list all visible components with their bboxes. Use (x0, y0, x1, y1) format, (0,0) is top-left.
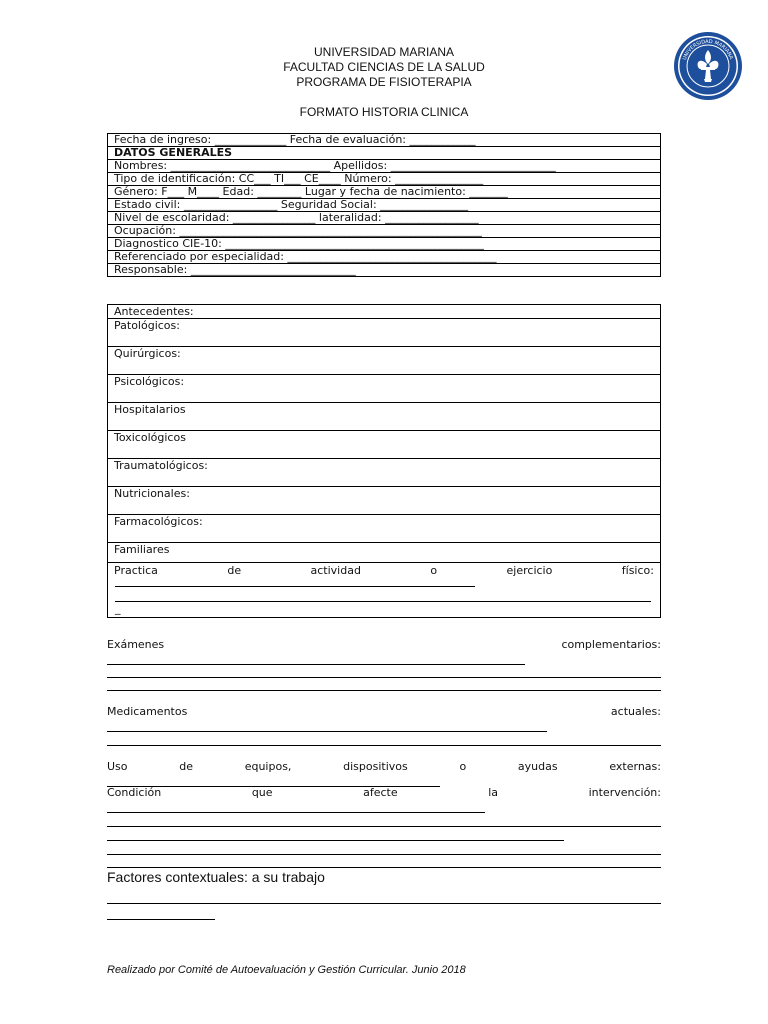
exams-answer-line[interactable] (107, 664, 525, 665)
condition-answer-line[interactable] (107, 826, 661, 827)
general-data-heading: DATOS GENERALES (108, 147, 661, 160)
medications-answer-line[interactable] (107, 745, 661, 746)
condition-answer-line[interactable] (107, 854, 661, 855)
civil-status-field[interactable]: Estado civil: _________________ Seguridad Social: ________________ (108, 199, 661, 212)
medications-answer-line[interactable] (107, 731, 547, 732)
responsible-field[interactable]: Responsable: ______________________________ (108, 264, 661, 277)
identification-field[interactable]: Tipo de identificación: CC___ TI___ CE____ Número: ________________ (108, 173, 661, 186)
condition-answer-line[interactable] (107, 812, 485, 813)
exams-answer-line[interactable] (107, 677, 661, 678)
condition-answer-line[interactable] (107, 867, 661, 868)
pharmacological-field[interactable]: Farmacológicos: (108, 515, 661, 543)
contextual-factors-answer-line[interactable] (107, 903, 661, 904)
education-level-field[interactable]: Nivel de escolaridad: _______________ lateralidad: _________________ (108, 212, 661, 225)
history-heading: Antecedentes: (108, 305, 661, 319)
surgical-field[interactable]: Quirúrgicos: (108, 347, 661, 375)
names-field[interactable]: Nombres: _____________________________ Apellidos: ______________________________ (108, 160, 661, 173)
condition-answer-line[interactable] (107, 840, 564, 841)
svg-text:UNIVERSIDAD MARIANA: UNIVERSIDAD MARIANA (681, 38, 734, 61)
admission-evaluation-dates-field[interactable]: Fecha de ingreso: _____________ Fecha de evaluación: ____________ (108, 134, 661, 147)
exams-label: Exámenes complementarios: (107, 638, 661, 651)
traumatological-field[interactable]: Traumatológicos: (108, 459, 661, 487)
physical-activity-field[interactable] (108, 563, 661, 618)
medications-label: Medicamentos actuales: (107, 705, 661, 718)
nutritional-field[interactable]: Nutricionales: (108, 487, 661, 515)
gender-age-birth-field[interactable]: Género: F___ M____ Edad: ________ Lugar y fecha de nacimiento: _______ (108, 186, 661, 199)
family-field[interactable]: Familiares (108, 543, 661, 563)
contextual-factors-answer-line[interactable] (107, 919, 215, 920)
occupation-field[interactable]: Ocupación: _______________________________________________________ (108, 225, 661, 238)
footer-credit: Realizado por Comité de Autoevaluación y Gestión Curricular. Junio 2018 (107, 964, 466, 976)
university-seal-icon (673, 31, 743, 101)
general-data-table (107, 133, 661, 277)
psychological-field[interactable]: Psicológicos: (108, 375, 661, 403)
faculty-name: FACULTAD CIENCIAS DE LA SALUD (283, 60, 485, 74)
answer-line (115, 601, 651, 602)
program-name: PROGRAMA DE FISIOTERAPIA (296, 75, 472, 89)
equipment-label: Uso de equipos, dispositivos o ayudas externas: (107, 760, 661, 773)
university-name: UNIVERSIDAD MARIANA (313, 45, 455, 59)
pathological-field[interactable]: Patológicos: (108, 319, 661, 347)
answer-line (115, 586, 475, 587)
contextual-factors-label: Factores contextuales: a su trabajo (107, 869, 325, 885)
toxicological-field[interactable]: Toxicológicos (108, 431, 661, 459)
exams-answer-line[interactable] (107, 690, 661, 691)
history-table (107, 304, 661, 618)
referred-by-field[interactable]: Referenciado por especialidad: ______________________________________ (108, 251, 661, 264)
hospital-field[interactable]: Hospitalarios (108, 403, 661, 431)
diagnosis-field[interactable]: Diagnostico CIE-10: _______________________________________________ (108, 238, 661, 251)
form-title: FORMATO HISTORIA CLINICA (299, 105, 469, 119)
condition-label: Condición que afecte la intervención: (107, 786, 661, 799)
physical-activity-label: Practica de actividad o ejercicio físico: (114, 564, 654, 577)
trailing-underscore: _ (115, 602, 121, 615)
